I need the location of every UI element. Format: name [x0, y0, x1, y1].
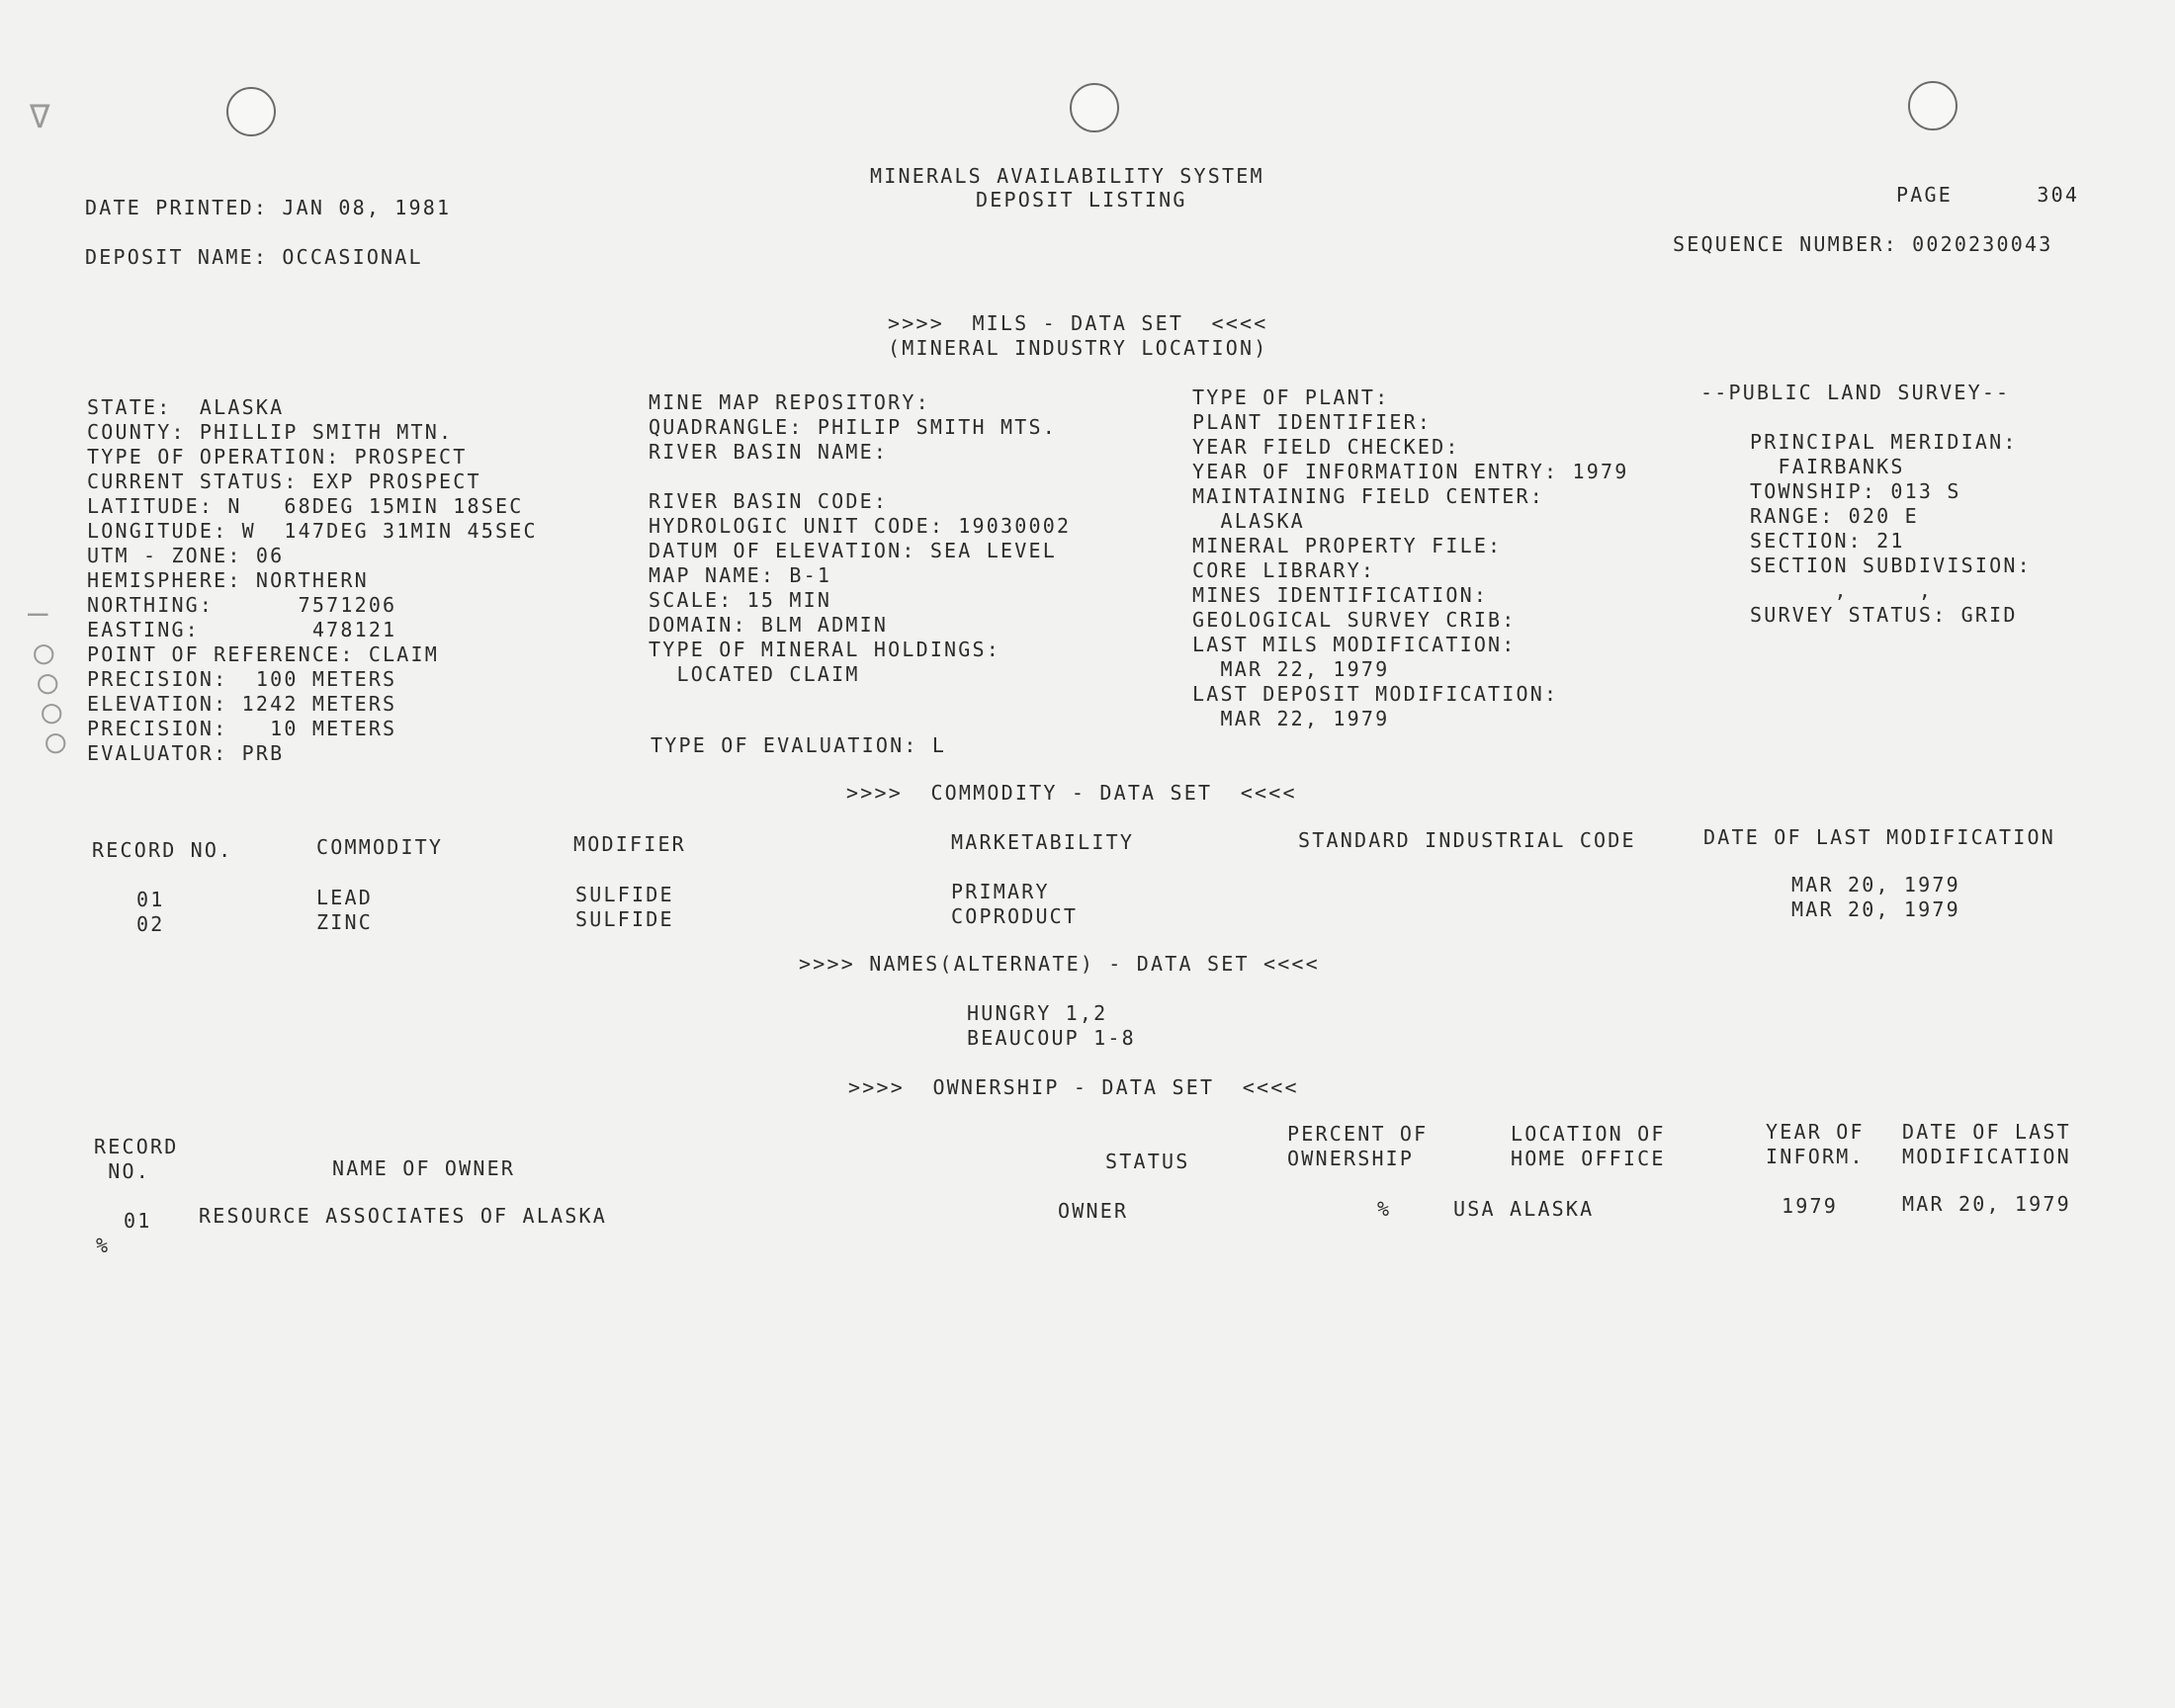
- field-last-mils-modification: LAST MILS MODIFICATION:: [1192, 633, 1517, 656]
- col-header-marketability: MARKETABILITY: [951, 830, 1135, 854]
- field-year-field-checked: YEAR FIELD CHECKED:: [1192, 435, 1460, 459]
- col-header-commodity: COMMODITY: [316, 835, 444, 859]
- cell-modifier: SULFIDE: [575, 883, 674, 906]
- cell-status: OWNER: [1058, 1199, 1129, 1223]
- field-river-basin-code: RIVER BASIN CODE:: [649, 489, 889, 513]
- cell-marketability: COPRODUCT: [951, 904, 1079, 928]
- cell-commodity: LEAD: [316, 886, 373, 909]
- field-utm-zone: UTM - ZONE: 06: [87, 544, 285, 567]
- cell-date: MAR 20, 1979: [1791, 897, 1960, 921]
- field-state: STATE: ALASKA: [87, 395, 285, 419]
- field-mineral-holdings: TYPE OF MINERAL HOLDINGS:: [649, 638, 1001, 661]
- margin-ring-1: ○: [34, 633, 54, 672]
- punch-hole-right: [1908, 81, 1958, 130]
- col-header-home-office: HOME OFFICE: [1511, 1147, 1666, 1170]
- system-title: MINERALS AVAILABILITY SYSTEM: [870, 164, 1264, 188]
- commodity-heading: >>>> COMMODITY - DATA SET <<<<: [846, 781, 1297, 805]
- field-type-of-plant: TYPE OF PLANT:: [1192, 385, 1390, 409]
- date-printed: DATE PRINTED: JAN 08, 1981: [85, 196, 452, 219]
- col-header-location-of: LOCATION OF: [1511, 1122, 1666, 1146]
- field-datum-of-elevation: DATUM OF ELEVATION: SEA LEVEL: [649, 539, 1057, 562]
- field-precision: PRECISION: 100 METERS: [87, 667, 397, 691]
- field-last-deposit-modification: LAST DEPOSIT MODIFICATION:: [1192, 682, 1559, 706]
- field-point-of-reference: POINT OF REFERENCE: CLAIM: [87, 642, 440, 666]
- col-header-date-of-last: DATE OF LAST: [1902, 1120, 2071, 1144]
- cell-owner-name: RESOURCE ASSOCIATES OF ALASKA: [199, 1204, 607, 1228]
- cell-commodity: ZINC: [316, 910, 373, 934]
- field-geological-survey-crib: GEOLOGICAL SURVEY CRIB:: [1192, 608, 1517, 632]
- col-header-record-no: RECORD NO.: [92, 838, 233, 862]
- deposit-name: DEPOSIT NAME: OCCASIONAL: [85, 245, 423, 269]
- col-header-name-of-owner: NAME OF OWNER: [332, 1156, 516, 1180]
- cell-home-office: USA ALASKA: [1453, 1197, 1595, 1221]
- field-plant-identifier: PLANT IDENTIFIER:: [1192, 410, 1433, 434]
- cell-marketability: PRIMARY: [951, 880, 1050, 903]
- cell-record: 01: [136, 888, 165, 911]
- field-domain: DOMAIN: BLM ADMIN: [649, 613, 889, 637]
- margin-ring-3: ○: [42, 692, 62, 731]
- field-section-subdivision-value: , ,: [1750, 578, 1934, 602]
- field-maintaining-field-center: MAINTAINING FIELD CENTER:: [1192, 484, 1545, 508]
- listing-subtitle: DEPOSIT LISTING: [976, 188, 1187, 212]
- col-header-inform: INFORM.: [1766, 1145, 1865, 1168]
- margin-scribble: ∇: [30, 97, 50, 136]
- field-core-library: CORE LIBRARY:: [1192, 558, 1376, 582]
- field-meridian-value: FAIRBANKS: [1750, 455, 1905, 478]
- mils-heading: >>>> MILS - DATA SET <<<<: [888, 311, 1268, 335]
- punch-hole-center: [1070, 83, 1119, 132]
- col-header-modifier: MODIFIER: [573, 832, 686, 856]
- field-last-mils-modification-date: MAR 22, 1979: [1192, 657, 1390, 681]
- field-last-deposit-modification-date: MAR 22, 1979: [1192, 707, 1390, 730]
- col-header-record: RECORD: [94, 1135, 179, 1158]
- field-hemisphere: HEMISPHERE: NORTHERN: [87, 568, 369, 592]
- field-map-name: MAP NAME: B-1: [649, 563, 832, 587]
- field-northing: NORTHING: 7571206: [87, 593, 397, 617]
- field-operation-type: TYPE OF OPERATION: PROSPECT: [87, 445, 468, 469]
- cell-record: 01: [124, 1209, 152, 1233]
- col-header-percent-of: PERCENT OF: [1287, 1122, 1429, 1146]
- field-scale: SCALE: 15 MIN: [649, 588, 832, 612]
- col-header-status: STATUS: [1105, 1150, 1190, 1173]
- margin-ring-4: ○: [45, 722, 66, 761]
- ownership-heading: >>>> OWNERSHIP - DATA SET <<<<: [848, 1075, 1299, 1099]
- field-easting: EASTING: 478121: [87, 618, 397, 641]
- sequence-number: SEQUENCE NUMBER: 0020230043: [1673, 232, 2053, 256]
- field-type-of-evaluation: TYPE OF EVALUATION: L: [651, 733, 947, 757]
- field-elevation-precision: PRECISION: 10 METERS: [87, 717, 397, 740]
- field-quadrangle: QUADRANGLE: PHILIP SMITH MTS.: [649, 415, 1057, 439]
- margin-ring-2: ○: [38, 662, 58, 702]
- cell-date: MAR 20, 1979: [1791, 873, 1960, 897]
- field-survey-status: SURVEY STATUS: GRID: [1750, 603, 2018, 627]
- col-header-year-of: YEAR OF: [1766, 1120, 1865, 1144]
- field-county: COUNTY: PHILLIP SMITH MTN.: [87, 420, 454, 444]
- field-mineral-holdings-value: LOCATED CLAIM: [649, 662, 860, 686]
- ownership-footnote: %: [96, 1234, 111, 1257]
- field-latitude: LATITUDE: N 68DEG 15MIN 18SEC: [87, 494, 524, 518]
- land-survey-heading: --PUBLIC LAND SURVEY--: [1700, 381, 2011, 404]
- margin-stroke: —: [28, 593, 48, 633]
- cell-record: 02: [136, 912, 165, 936]
- alternate-name: BEAUCOUP 1-8: [967, 1026, 1136, 1050]
- field-field-center-value: ALASKA: [1192, 509, 1305, 533]
- field-mineral-property-file: MINERAL PROPERTY FILE:: [1192, 534, 1503, 557]
- cell-modifier: SULFIDE: [575, 907, 674, 931]
- page-number: PAGE 304: [1896, 183, 2080, 207]
- field-hydrologic-unit-code: HYDROLOGIC UNIT CODE: 19030002: [649, 514, 1072, 538]
- col-header-date-last-modification: DATE OF LAST MODIFICATION: [1703, 825, 2056, 849]
- col-header-record-no: NO.: [94, 1159, 150, 1183]
- col-header-modification: MODIFICATION: [1902, 1145, 2071, 1168]
- field-range: RANGE: 020 E: [1750, 504, 1919, 528]
- cell-year: 1979: [1782, 1194, 1838, 1218]
- punch-hole-left: [226, 87, 276, 136]
- col-header-sic: STANDARD INDUSTRIAL CODE: [1298, 828, 1636, 852]
- cell-percent: %: [1377, 1197, 1392, 1221]
- field-section-subdivision: SECTION SUBDIVISION:: [1750, 554, 2032, 577]
- field-longitude: LONGITUDE: W 147DEG 31MIN 45SEC: [87, 519, 538, 543]
- field-principal-meridian: PRINCIPAL MERIDIAN:: [1750, 430, 2018, 454]
- field-mine-map-repository: MINE MAP REPOSITORY:: [649, 390, 930, 414]
- mils-subheading: (MINERAL INDUSTRY LOCATION): [888, 336, 1268, 360]
- alternate-name: HUNGRY 1,2: [967, 1001, 1108, 1025]
- field-evaluator: EVALUATOR: PRB: [87, 741, 285, 765]
- field-township: TOWNSHIP: 013 S: [1750, 479, 1961, 503]
- names-heading: >>>> NAMES(ALTERNATE) - DATA SET <<<<: [799, 952, 1320, 976]
- field-year-of-information-entry: YEAR OF INFORMATION ENTRY: 1979: [1192, 460, 1629, 483]
- col-header-ownership: OWNERSHIP: [1287, 1147, 1415, 1170]
- field-river-basin-name: RIVER BASIN NAME:: [649, 440, 889, 464]
- field-current-status: CURRENT STATUS: EXP PROSPECT: [87, 470, 481, 493]
- field-section: SECTION: 21: [1750, 529, 1905, 553]
- field-mines-identification: MINES IDENTIFICATION:: [1192, 583, 1489, 607]
- cell-date: MAR 20, 1979: [1902, 1192, 2071, 1216]
- field-elevation: ELEVATION: 1242 METERS: [87, 692, 397, 716]
